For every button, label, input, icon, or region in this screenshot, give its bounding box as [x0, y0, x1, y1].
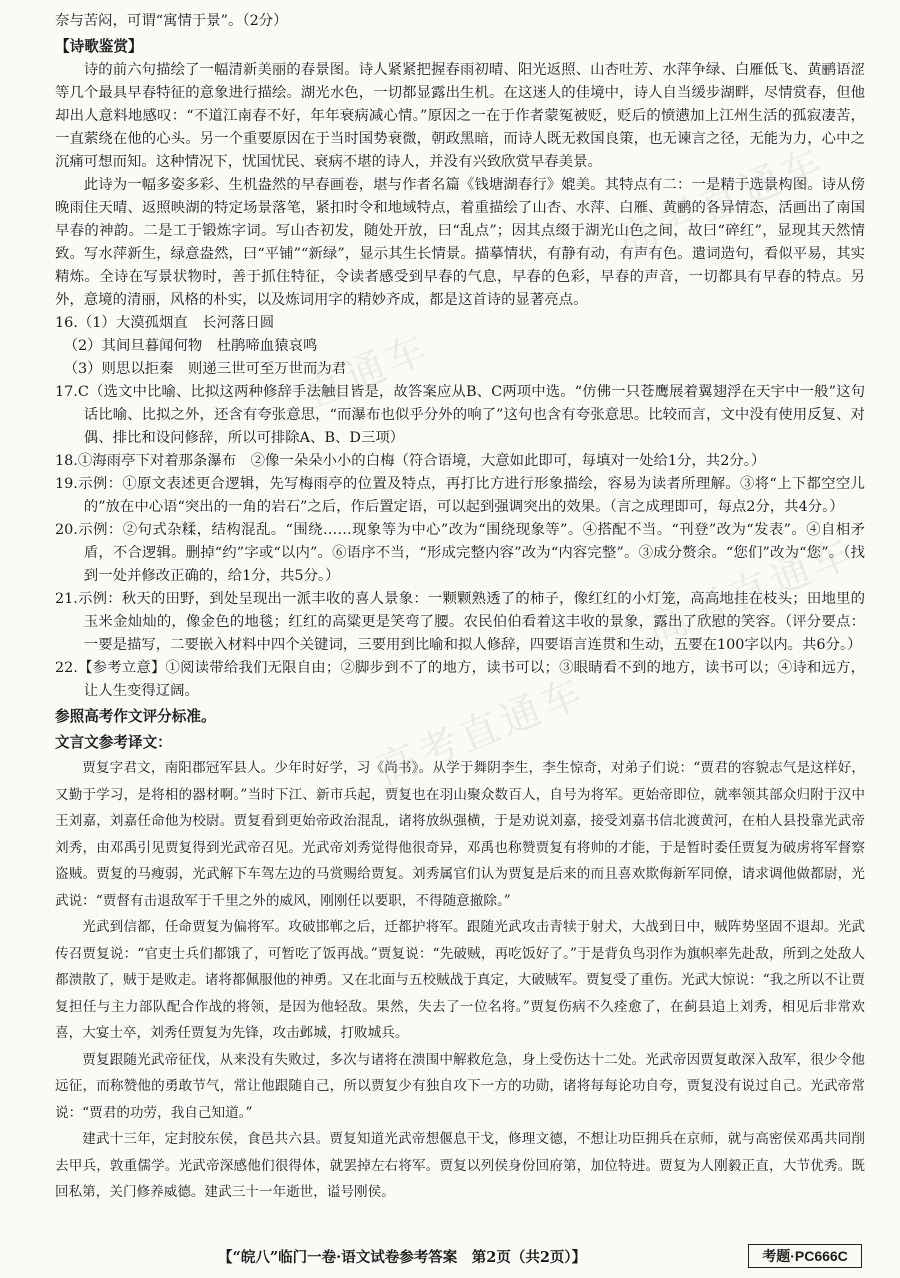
- translation-paragraph-2: 光武到信都，任命贾复为偏将军。攻破邯郸之后，迁都护将军。跟随光武攻击青犊于射犬，大战到日中，贼阵势坚固不退却。光武传召贾复说：“官吏士兵们都饿了，可暂吃了饭再战。”贾复说：“先破贼，再吃饭好了。”于是背负鸟羽作为旗帜率先赴敌，所到之处敌人都溃散了，贼于是败走。诸将都佩服他的神勇。又在北面与五校贼战于真定，大破贼军。贾复受了重伤。光武大惊说：“我之所以不让贾复担任与主力部队配合作战的将领，是因为他轻敌。果然，失去了一位名将。”贾复伤病不久痊愈了，在蓟县追上刘秀，相见后非常欢喜，大宴士卒，刘秀任贾复为先锋，攻击邺城，打败城兵。: [55, 919, 865, 1041]
- answer-21: 21.示例：秋天的田野，到处呈现出一派丰收的喜人景象：一颗颗熟透了的柿子，像红红的小灯笼，高高地挂在枝头；田地里的玉米金灿灿的，像金色的地毯；红红的高粱更是笑弯了腰。农民伯伯看着这丰收的景象，露出了欣慰的笑容。（评分要点：一要是描写，二要嵌入材料中四个关键词，三要用到比喻和拟人修辞，四要语言连贯和生动，五要在100字以内。共6分。）: [55, 591, 865, 653]
- top-line: 奈与苦闷，可谓“寓情于景”。（2分）: [55, 13, 288, 29]
- answer-18: 18.①海雨亭下对着那条瀑布 ②像一朵朵小小的白梅（符合语境，大意如此即可，每填对一处给1分，共2分。）: [55, 453, 766, 469]
- answer-20: 20.示例：②句式杂糅，结构混乱。“围绕……现象等为中心”改为“围绕现象等”。④搭配不当。“刊登”改为“发表”。④自相矛盾，不合逻辑。删掉“约”字或“以内”。⑥语序不当，“形成完整内容”改为“内容完整”。③成分赘余。“您们”改为“您”。（找到一处并修改正确的，给1分，共5分。）: [55, 522, 865, 584]
- translation-paragraph-4: 建武十三年，定封胶东侯，食邑共六县。贾复知道光武帝想偃息干戈，修理文德，不想让功臣拥兵在京师，就与高密侯邓禹共同削去甲兵，敦重儒学。光武帝深感他们很得体，就罢掉左右将军。贾复以列侯身份回府第，加位特进。贾复为人刚毅正直，大节优秀。既回私第，关门修养威德。建武三十一年逝世，谥号刚侯。: [55, 1131, 865, 1200]
- answer-19: 19.示例：①原文表述更合逻辑，先写梅雨亭的位置及特点，再打比方进行形象描绘，容易为读者所理解。③将“上下都空空儿的”放在中心语“突出的一角的岩石”之后，作后置定语，可以起到强调突出的效果。（言之成理即可，每点2分，共4分。）: [55, 476, 865, 515]
- watermark-3: 直通车: [297, 325, 438, 418]
- answer-16-line-3: （3）则思以拒秦 则递三世可至万世而为君: [63, 361, 347, 377]
- watermark-4: 高考直通车: [370, 669, 592, 795]
- answer-page: [55, 10, 865, 1206]
- footer-title: 【“皖八”临门一卷·语文试卷参考答案 第2页（共2页）】: [218, 1249, 587, 1266]
- essay-heading: 参照高考作文评分标准。: [55, 708, 216, 725]
- answer-22: 22.【参考立意】①阅读带给我们无限自由；②脚步到不了的地方，读书可以；③眼睛看不到的地方，读书可以；④诗和远方，让人生变得辽阔。: [55, 660, 865, 699]
- answer-16-line-2: （2）其间旦暮闻何物 杜鹃啼血猿哀鸣: [63, 338, 318, 354]
- watermark-1: 高考直通车: [610, 139, 832, 265]
- translation-heading: 文言文参考译文：: [55, 734, 172, 751]
- poem-paragraph-2: 此诗为一幅多姿多彩、生机盎然的早春画卷，堪与作者名篇《钱塘湖春行》媲美。其特点有二：一是精于选景构图。诗从傍晚雨住天晴、返照映湖的特定场景落笔，紧扣时令和地域特点，着重描绘了山杏、水萍、白雁、黄鹂的各异情态，活画出了南国早春的神韵。二是工于锻炼字词。写山杏初发，随处开放，曰“乱点”；因其点缀于湖光山色之间，故曰“碎红”，显现其天然情致。写水萍新生，绿意盎然，曰“平铺”“新绿”，显示其生长情景。描摹情状，有静有动，有声有色。遣词造句，看似平易，其实精炼。全诗在写景状物时，善于抓住特征，令读者感受到早春的气息，早春的色彩，早春的声音，一切都具有早春的特点。另外，意境的清丽，风格的朴实，以及炼词用字的精妙齐成，都是这首诗的显著亮点。: [55, 177, 865, 308]
- footer-code-box: 考题·PC666C: [748, 1244, 862, 1268]
- page-footer: [0, 1244, 900, 1270]
- answer-16-line-1: 16.（1）大漠孤烟直 长河落日圆: [55, 315, 275, 331]
- translation-paragraph-1: 贾复字君文，南阳郡冠军县人。少年时好学，习《尚书》。从学于舞阴李生，李生惊奇，对弟子们说：“贾君的容貌志气是这样好，又勤于学习，是将相的器材啊。”当时下江、新市兵起，贾复也在羽山聚众数百人，自号为将军。更始帝即位，就率领其部众归附于汉中王刘嘉，刘嘉任命他为校尉。贾复看到更始帝政治混乱，诸将放纵强横，于是劝说刘嘉，接受刘嘉书信北渡黄河，在柏人县投靠光武帝刘秀，由邓禹引见贾复得到光武帝召见。光武帝刘秀觉得他很奇异，邓禹也称赞贾复有将帅的才能，于是暂时委任贾复为破虏将军督察盗贼。贾复的马瘦弱，光武解下车驾左边的马赏赐给贾复。刘秀属官们认为贾复是后来的而且喜欢欺侮新军同僚，请求调他做都尉，光武说：“贾督有击退敌军于千里之外的威风，刚刚任以要职，不得随意撤除。”: [55, 760, 865, 909]
- watermark-2: 高考直通车: [640, 529, 862, 655]
- poem-paragraph-1: 诗的前六句描绘了一幅清新美丽的春景图。诗人紧紧把握春雨初晴、阳光返照、山杏吐芳、水萍争绿、白雁低飞、黄鹂语涩等几个最具早春特征的意象进行描绘。湖光水色，一切都显露出生机。在这迷人的佳境中，诗人自当缓步湖畔，尽情赏春，但他却出人意料地感叹：“不道江南春不好，年年衰病减心情。”原因之一在于作者蒙冤被贬，贬后的愤懑加上江州生活的孤寂凄苦，一直萦绕在他的心头。另一个重要原因在于当时国势衰微，朝政黑暗，而诗人既无救国良策，也无谏言之径，无能为力，心中之沉痛可想而知。这种情况下，忧国忧民、衰病不堪的诗人，并没有兴致欣赏早春美景。: [55, 62, 865, 170]
- answer-17: 17.C（选文中比喻、比拟这两种修辞手法触目皆是，故答案应从B、C两项中选。“仿佛一只苍鹰展着翼翅浮在天宇中一般”这句话比喻、比拟之外，还含有夸张意思，“而瀑布也似乎分外的响了”这句也含有夸张意思。比较而言，文中没有使用反复、对偶、排比和设问修辞，所以可排除A、B、D三项）: [55, 384, 865, 446]
- translation-paragraph-3: 贾复跟随光武帝征伐，从来没有失败过，多次与诸将在溃围中解救危急，身上受伤达十二处。光武帝因贾复敢深入敌军，很少令他远征，而称赞他的勇敢节气，常让他跟随自己，所以贾复少有独自攻下一方的功勋，诸将每每论功自夸，贾复没有说过自己。光武帝常说：“贾君的功劳，我自己知道。”: [55, 1051, 865, 1121]
- poem-heading: 【诗歌鉴赏】: [55, 38, 143, 55]
